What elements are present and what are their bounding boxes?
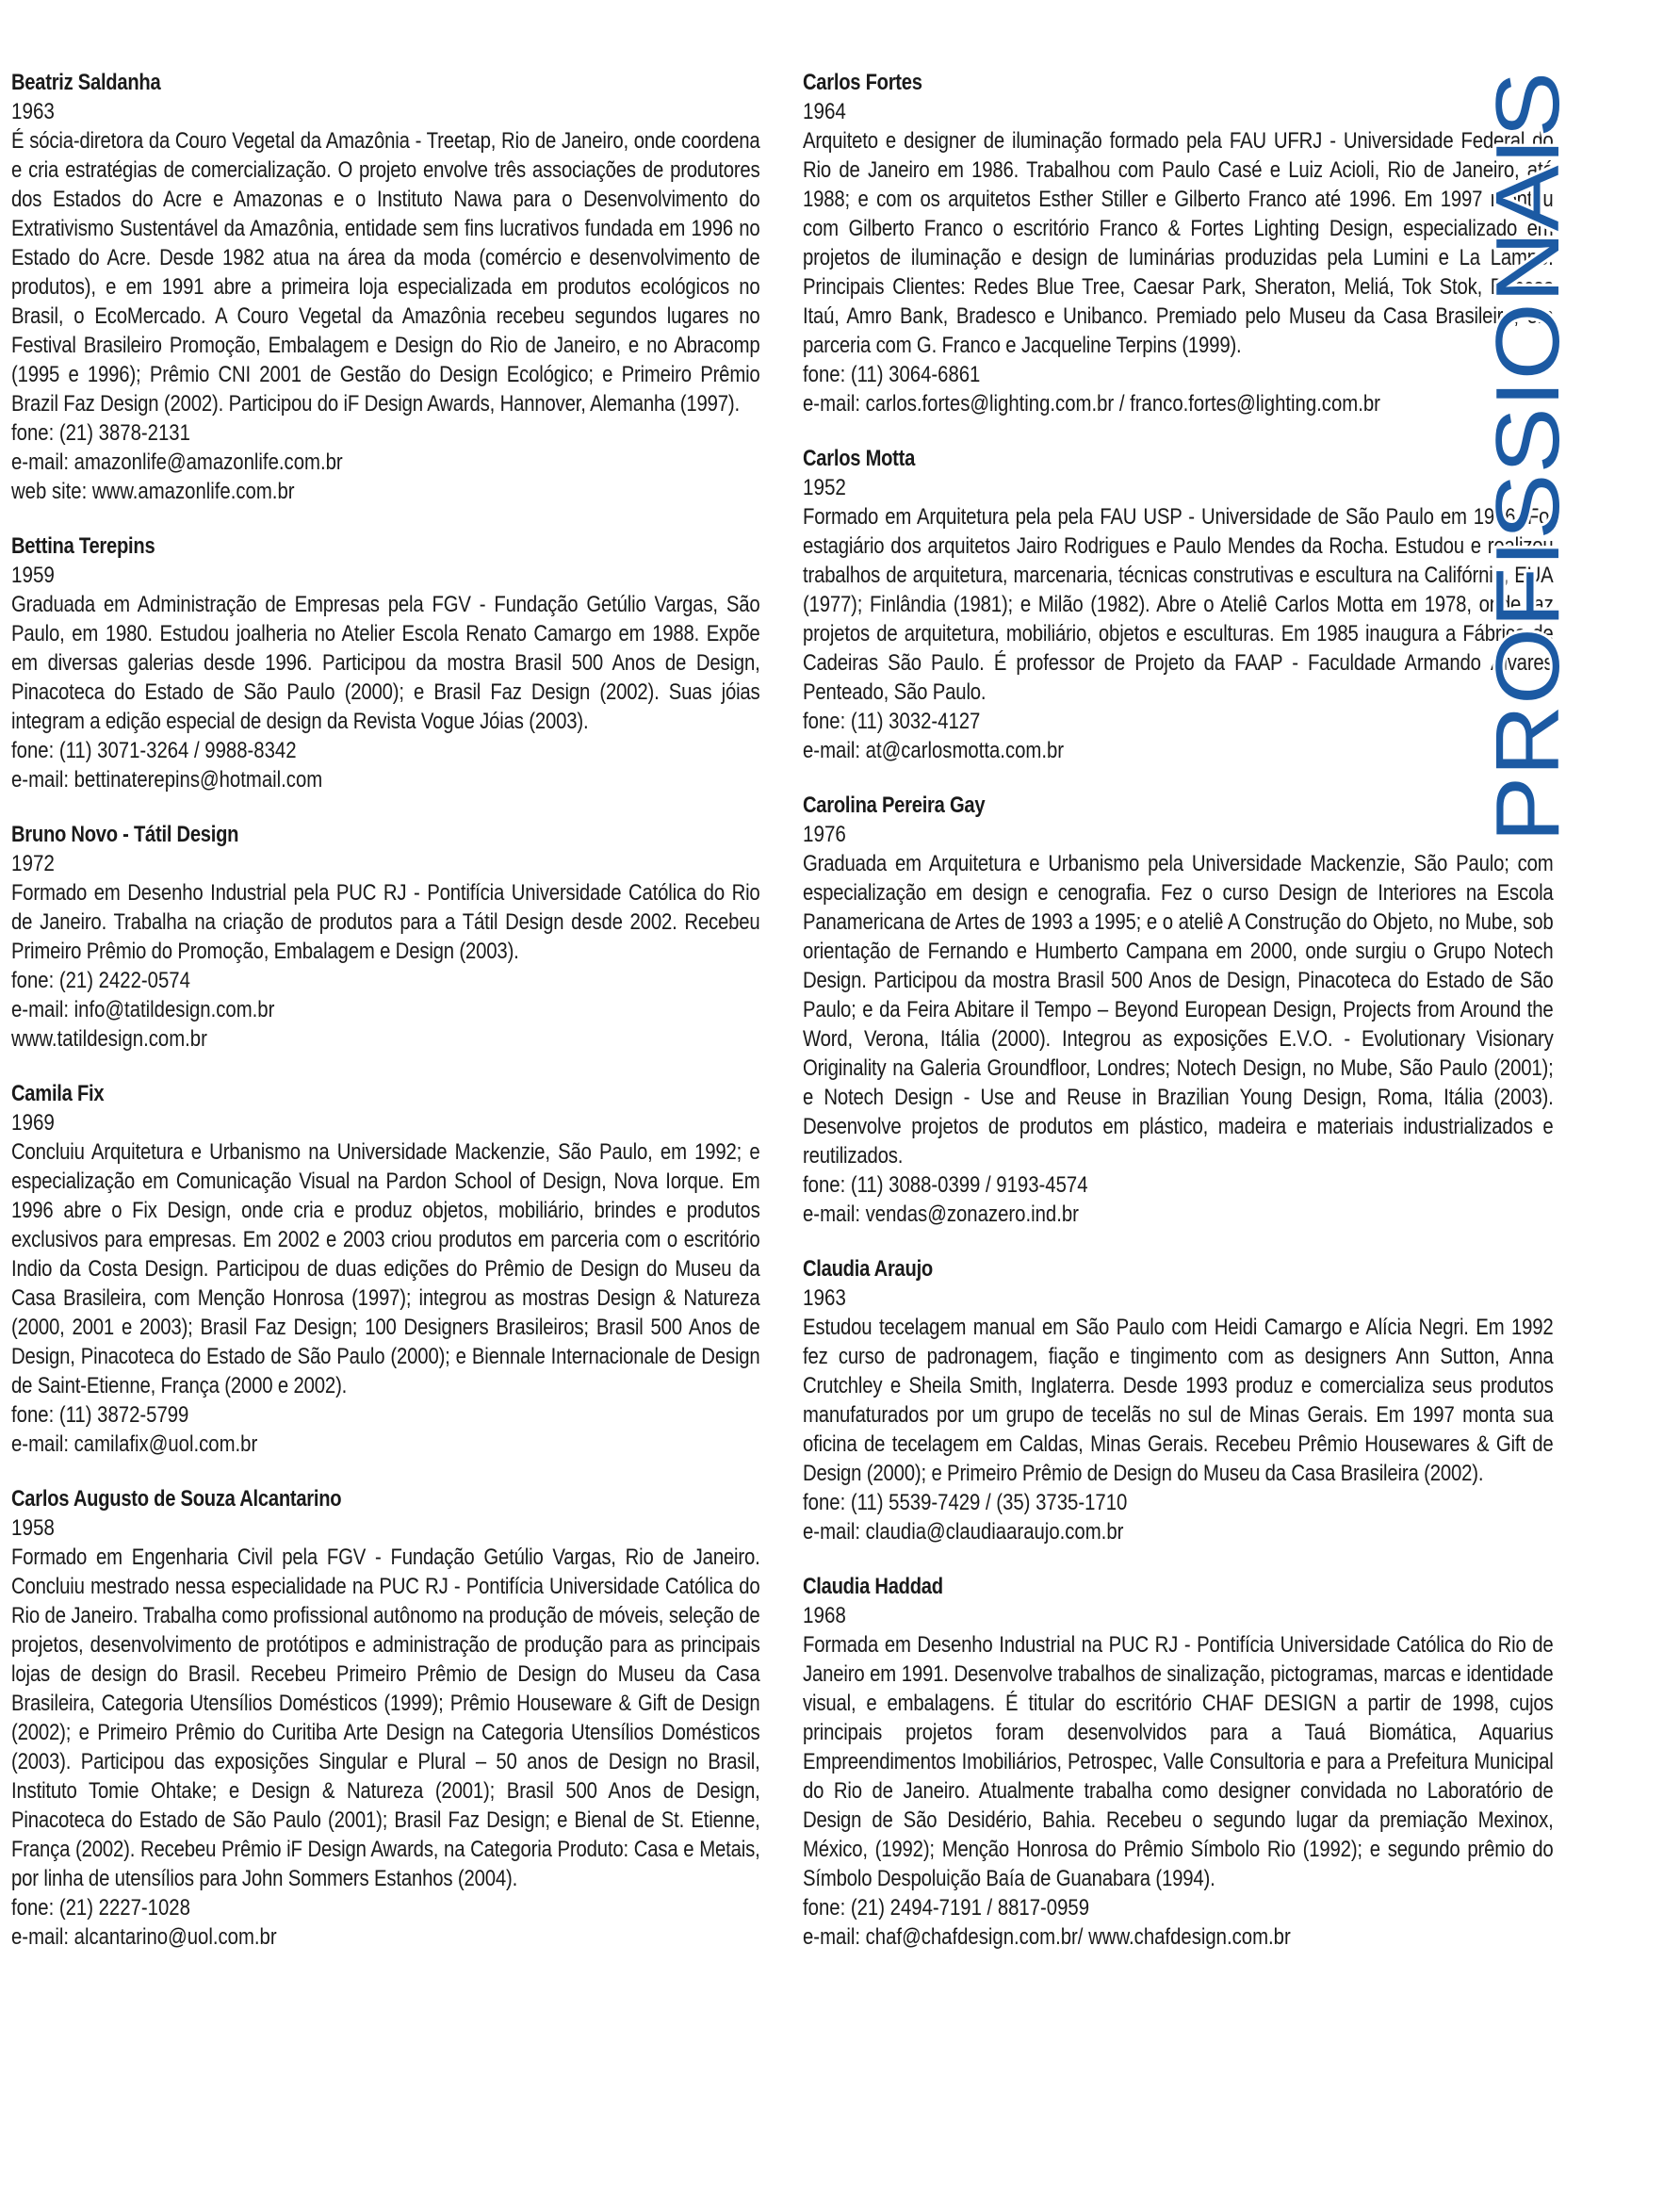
profile-email: e-mail: carlos.fortes@lighting.com.br / franco.fortes@lighting.com.br [803, 391, 1380, 417]
profile-email: e-mail: info@tatildesign.com.br [11, 997, 275, 1022]
profile-name: Bruno Novo - Tátil Design [11, 822, 239, 847]
right-column [803, 69, 1554, 1978]
profile-bio: Formado em Desenho Industrial pela PUC RJ - Pontifícia Universidade Católica do Rio de Janeiro. Trabalha na criação de produtos para a Tátil Design desde 2002. Recebeu Primeiro Prêmio do Promoção, Embalagem e Design (2003). [11, 880, 760, 964]
profile-bio: Arquiteto e designer de iluminação formado pela FAU UFRJ - Universidade Federal do Rio de Janeiro em 1986. Trabalhou com Paulo Casé e Luiz Acioli, Rio de Janeiro, até 1988; e com os arquitetos Esther Stiller e Gilberto Franco até 1996. Em 1997 montou com Gilberto Franco o escritório Franco & Fortes Lighting Design, especializado em projetos de iluminação e design de luminárias produzidas pela Lumini e La Lampe. Principais Clientes: Redes Blue Tree, Caesar Park, Sheraton, Meliá, Tok Stok, Bancos Itaú, Amro Bank, Bradesco e Unibanco. Premiado pelo Museu da Casa Brasileira, em parceria com G. Franco e Jacqueline Terpins (1999). [803, 128, 1554, 358]
profile-year: 1968 [803, 1603, 846, 1628]
profile-name: Carolina Pereira Gay [803, 793, 986, 818]
profile-bio: Graduada em Arquitetura e Urbanismo pela Universidade Mackenzie, São Paulo; com especialização em design e cenografia. Fez o curso Design de Interiores na Escola Panamericana de Artes de 1993 a 1995; e o ateliê A Construção do Objeto, no Mube, sob orientação de Fernando e Humberto Campana em 2000, onde surgiu o Grupo Notech Design. Participou da mostra Brasil 500 Anos de Design, Pinacoteca do Estado de São Paulo; e da Feira Abitare il Tempo – Beyond European Design, Projects from Around the Word, Verona, Itália (2000). Integrou as exposições E.V.O. - Evolutionary Visionary Originality na Galeria Groundfloor, Londres; Notech Design, no Mube, São Paulo (2001); e Notech Design - Use and Reuse in Brazilian Young Design, Roma, Itália (2003). Desenvolve projetos de produtos em plástico, madeira e materiais industrializados e reutilizados. [803, 851, 1554, 1169]
profile-phone: fone: (11) 5539-7429 / (35) 3735-1710 [803, 1490, 1128, 1515]
profile-entry [11, 821, 760, 1054]
profile-email: e-mail: at@carlosmotta.com.br [803, 738, 1065, 763]
profile-phone: fone: (11) 3071-3264 / 9988-8342 [11, 738, 297, 763]
profile-phone: fone: (21) 2422-0574 [11, 968, 190, 993]
profile-phone: fone: (11) 3032-4127 [803, 709, 981, 734]
profile-year: 1969 [11, 1110, 55, 1136]
profile-year: 1972 [11, 851, 55, 876]
profile-entry [803, 445, 1554, 765]
profile-bio: Formada em Desenho Industrial na PUC RJ - Pontifícia Universidade Católica do Rio de Janeiro em 1991. Desenvolve trabalhos de sinalização, pictogramas, marcas e identidade visual, e embalagens. É titular do escritório CHAF DESIGN a partir de 1998, cujos principais projetos foram desenvolvidos para a Tauá Biomática, Aquarius Empreendimentos Imobiliários, Petrospec, Valle Consultoria e para a Prefeitura Municipal do Rio de Janeiro. Atualmente trabalha como designer convidada no Laboratório de Design de São Desidério, Bahia. Recebeu o segundo lugar da premiação Mexinox, México, (1992); Menção Honrosa do Prêmio Símbolo Rio (1992); e segundo prêmio do Símbolo Despoluição Baía de Guanabara (1994). [803, 1632, 1554, 1891]
section-title-vertical [1477, 71, 1651, 843]
profile-phone: fone: (11) 3872-5799 [11, 1402, 189, 1428]
profile-year: 1963 [803, 1285, 846, 1311]
profile-name: Beatriz Saldanha [11, 70, 161, 95]
profile-bio: Concluiu Arquitetura e Urbanismo na Universidade Mackenzie, São Paulo, em 1992; e especialização em Comunicação Visual na Pardon School of Design, Nova Iorque. Em 1996 abre o Fix Design, onde cria e produz objetos, mobiliário, brindes e produtos exclusivos para empresas. Em 2002 e 2003 criou produtos em parceria com o escritório Indio da Costa Design. Participou de duas edições do Prêmio de Design do Museu da Casa Brasileira, com Menção Honrosa (1997); integrou as mostras Design & Natureza (2000, 2001 e 2003); Brasil Faz Design; 100 Designers Brasileiros; Brasil 500 Anos de Design, Pinacoteca do Estado de São Paulo (2000); e Biennale Internacionale de Design de Saint-Etienne, França (2000 e 2002). [11, 1139, 760, 1398]
profile-bio: É sócia-diretora da Couro Vegetal da Amazônia - Treetap, Rio de Janeiro, onde coordena e cria estratégias de comercialização. O projeto envolve três associações de produtores dos Estados do Acre e Amazonas e o Instituto Nawa para o Desenvolvimento do Extrativismo Sustentável da Amazônia, entidade sem fins lucrativos fundada em 1996 no Estado do Acre. Desde 1982 atua na área da moda (comércio e desenvolvimento de produtos), e em 1991 abre a primeira loja especializada em produtos ecológicos no Brasil, o EcoMercado. A Couro Vegetal da Amazônia recebeu segundos lugares no Festival Brasileiro Promoção, Embalagem e Design do Rio de Janeiro, e no Abracomp (1995 e 1996); Prêmio CNI 2001 de Gestão do Design Ecológico; e Primeiro Prêmio Brazil Faz Design (2002). Participou do iF Design Awards, Hannover, Alemanha (1997). [11, 128, 760, 417]
profile-name: Claudia Araujo [803, 1256, 933, 1282]
profile-email: e-mail: amazonlife@amazonlife.com.br [11, 450, 343, 475]
profile-entry [11, 1080, 760, 1459]
profile-year: 1958 [11, 1515, 55, 1541]
profile-website: www.tatildesign.com.br [11, 1026, 207, 1052]
profile-email: e-mail: claudia@claudiaaraujo.com.br [803, 1519, 1124, 1545]
profile-phone: fone: (21) 2494-7191 / 8817-0959 [803, 1895, 1090, 1921]
profile-name: Carlos Fortes [803, 70, 922, 95]
profile-name: Bettina Terepins [11, 533, 155, 559]
profile-year: 1964 [803, 99, 846, 124]
profile-email: e-mail: chaf@chafdesign.com.br/ www.chafdesign.com.br [803, 1924, 1291, 1950]
profile-entry [803, 792, 1554, 1229]
profile-year: 1959 [11, 563, 55, 588]
profile-email: e-mail: vendas@zonazero.ind.br [803, 1202, 1079, 1227]
profile-entry [803, 69, 1554, 418]
profile-name: Carlos Motta [803, 446, 916, 471]
profile-phone: fone: (21) 3878-2131 [11, 420, 190, 446]
left-column [11, 69, 760, 1978]
profile-entry [11, 69, 760, 506]
profile-email: e-mail: camilafix@uol.com.br [11, 1431, 258, 1457]
profile-name: Claudia Haddad [803, 1574, 943, 1599]
profile-year: 1963 [11, 99, 55, 124]
profile-bio: Formado em Engenharia Civil pela FGV - Fundação Getúlio Vargas, Rio de Janeiro. Concluiu mestrado nessa especialidade na PUC RJ - Pontifícia Universidade Católica do Rio de Janeiro. Trabalha como profissional autônomo na produção de móveis, seleção de projetos, desenvolvimento de protótipos e administração de produção para as principais lojas de design do Brasil. Recebeu Primeiro Prêmio de Design do Museu da Casa Brasileira, Categoria Utensílios Domésticos (1999); Prêmio Houseware & Gift de Design (2002); e Primeiro Prêmio do Curitiba Arte Design na Categoria Utensílios Domésticos (2003). Participou das exposições Singular e Plural – 50 anos de Design no Brasil, Instituto Tomie Ohtake; e Design & Natureza (2001); Brasil 500 Anos de Design, Pinacoteca do Estado de São Paulo (2001); Brasil Faz Design; e Bienal de St. Etienne, França (2002). Recebeu Prêmio iF Design Awards, na Categoria Produto: Casa e Metais, por linha de utensílios para John Sommers Estanhos (2004). [11, 1545, 760, 1891]
profile-email: e-mail: bettinaterepins@hotmail.com [11, 767, 323, 793]
profile-name: Carlos Augusto de Souza Alcantarino [11, 1486, 342, 1512]
section-title-text: PROFISSIONAIS [1477, 139, 1578, 842]
profile-website: web site: www.amazonlife.com.br [11, 479, 295, 504]
profile-phone: fone: (11) 3064-6861 [803, 362, 981, 387]
profile-year: 1976 [803, 822, 846, 847]
profile-phone: fone: (21) 2227-1028 [11, 1895, 190, 1921]
profile-bio: Estudou tecelagem manual em São Paulo com Heidi Camargo e Alícia Negri. Em 1992 fez curso de padronagem, fiação e tingimento com as designers Ann Sutton, Anna Crutchley e Sheila Smith, Inglaterra. Desde 1993 produz e comercializa seus produtos manufaturados por um grupo de tecelãs no sul de Minas Gerais. Em 1997 monta sua oficina de tecelagem em Caldas, Minas Gerais. Recebeu Prêmio Housewares & Gift de Design (2000); e Primeiro Prêmio de Design do Museu da Casa Brasileira (2002). [803, 1315, 1554, 1486]
profile-year: 1952 [803, 475, 846, 500]
profile-entry [11, 1485, 760, 1952]
profile-entry [11, 532, 760, 794]
profile-phone: fone: (11) 3088-0399 / 9193-4574 [803, 1172, 1088, 1198]
profile-entry [803, 1255, 1554, 1546]
profile-bio: Formado em Arquitetura pela pela FAU USP - Universidade de São Paulo em 1976. Foi estagiário dos arquitetos Jairo Rodrigues e Paulo Mendes da Rocha. Estudou e realizou trabalhos de arquitetura, marcenaria, técnicas construtivas e escultura na Califórnia, EUA (1977); Finlândia (1981); e Milão (1982). Abre o Ateliê Carlos Motta em 1978, onde faz projetos de arquitetura, mobiliário, objetos e esculturas. Em 1985 inaugura a Fábrica de Cadeiras São Paulo. É professor de Projeto da FAAP - Faculdade Armando Álvares Penteado, São Paulo. [803, 504, 1554, 705]
profile-name: Camila Fix [11, 1081, 105, 1106]
profile-email: e-mail: alcantarino@uol.com.br [11, 1924, 277, 1950]
profile-bio: Graduada em Administração de Empresas pela FGV - Fundação Getúlio Vargas, São Paulo, em 1980. Estudou joalheria no Atelier Escola Renato Camargo em 1988. Expõe em diversas galerias desde 1996. Participou da mostra Brasil 500 Anos de Design, Pinacoteca do Estado de São Paulo (2000); e Brasil Faz Design (2002). Suas jóias integram a edição especial de design da Revista Vogue Jóias (2003). [11, 592, 760, 734]
profile-entry [803, 1573, 1554, 1952]
